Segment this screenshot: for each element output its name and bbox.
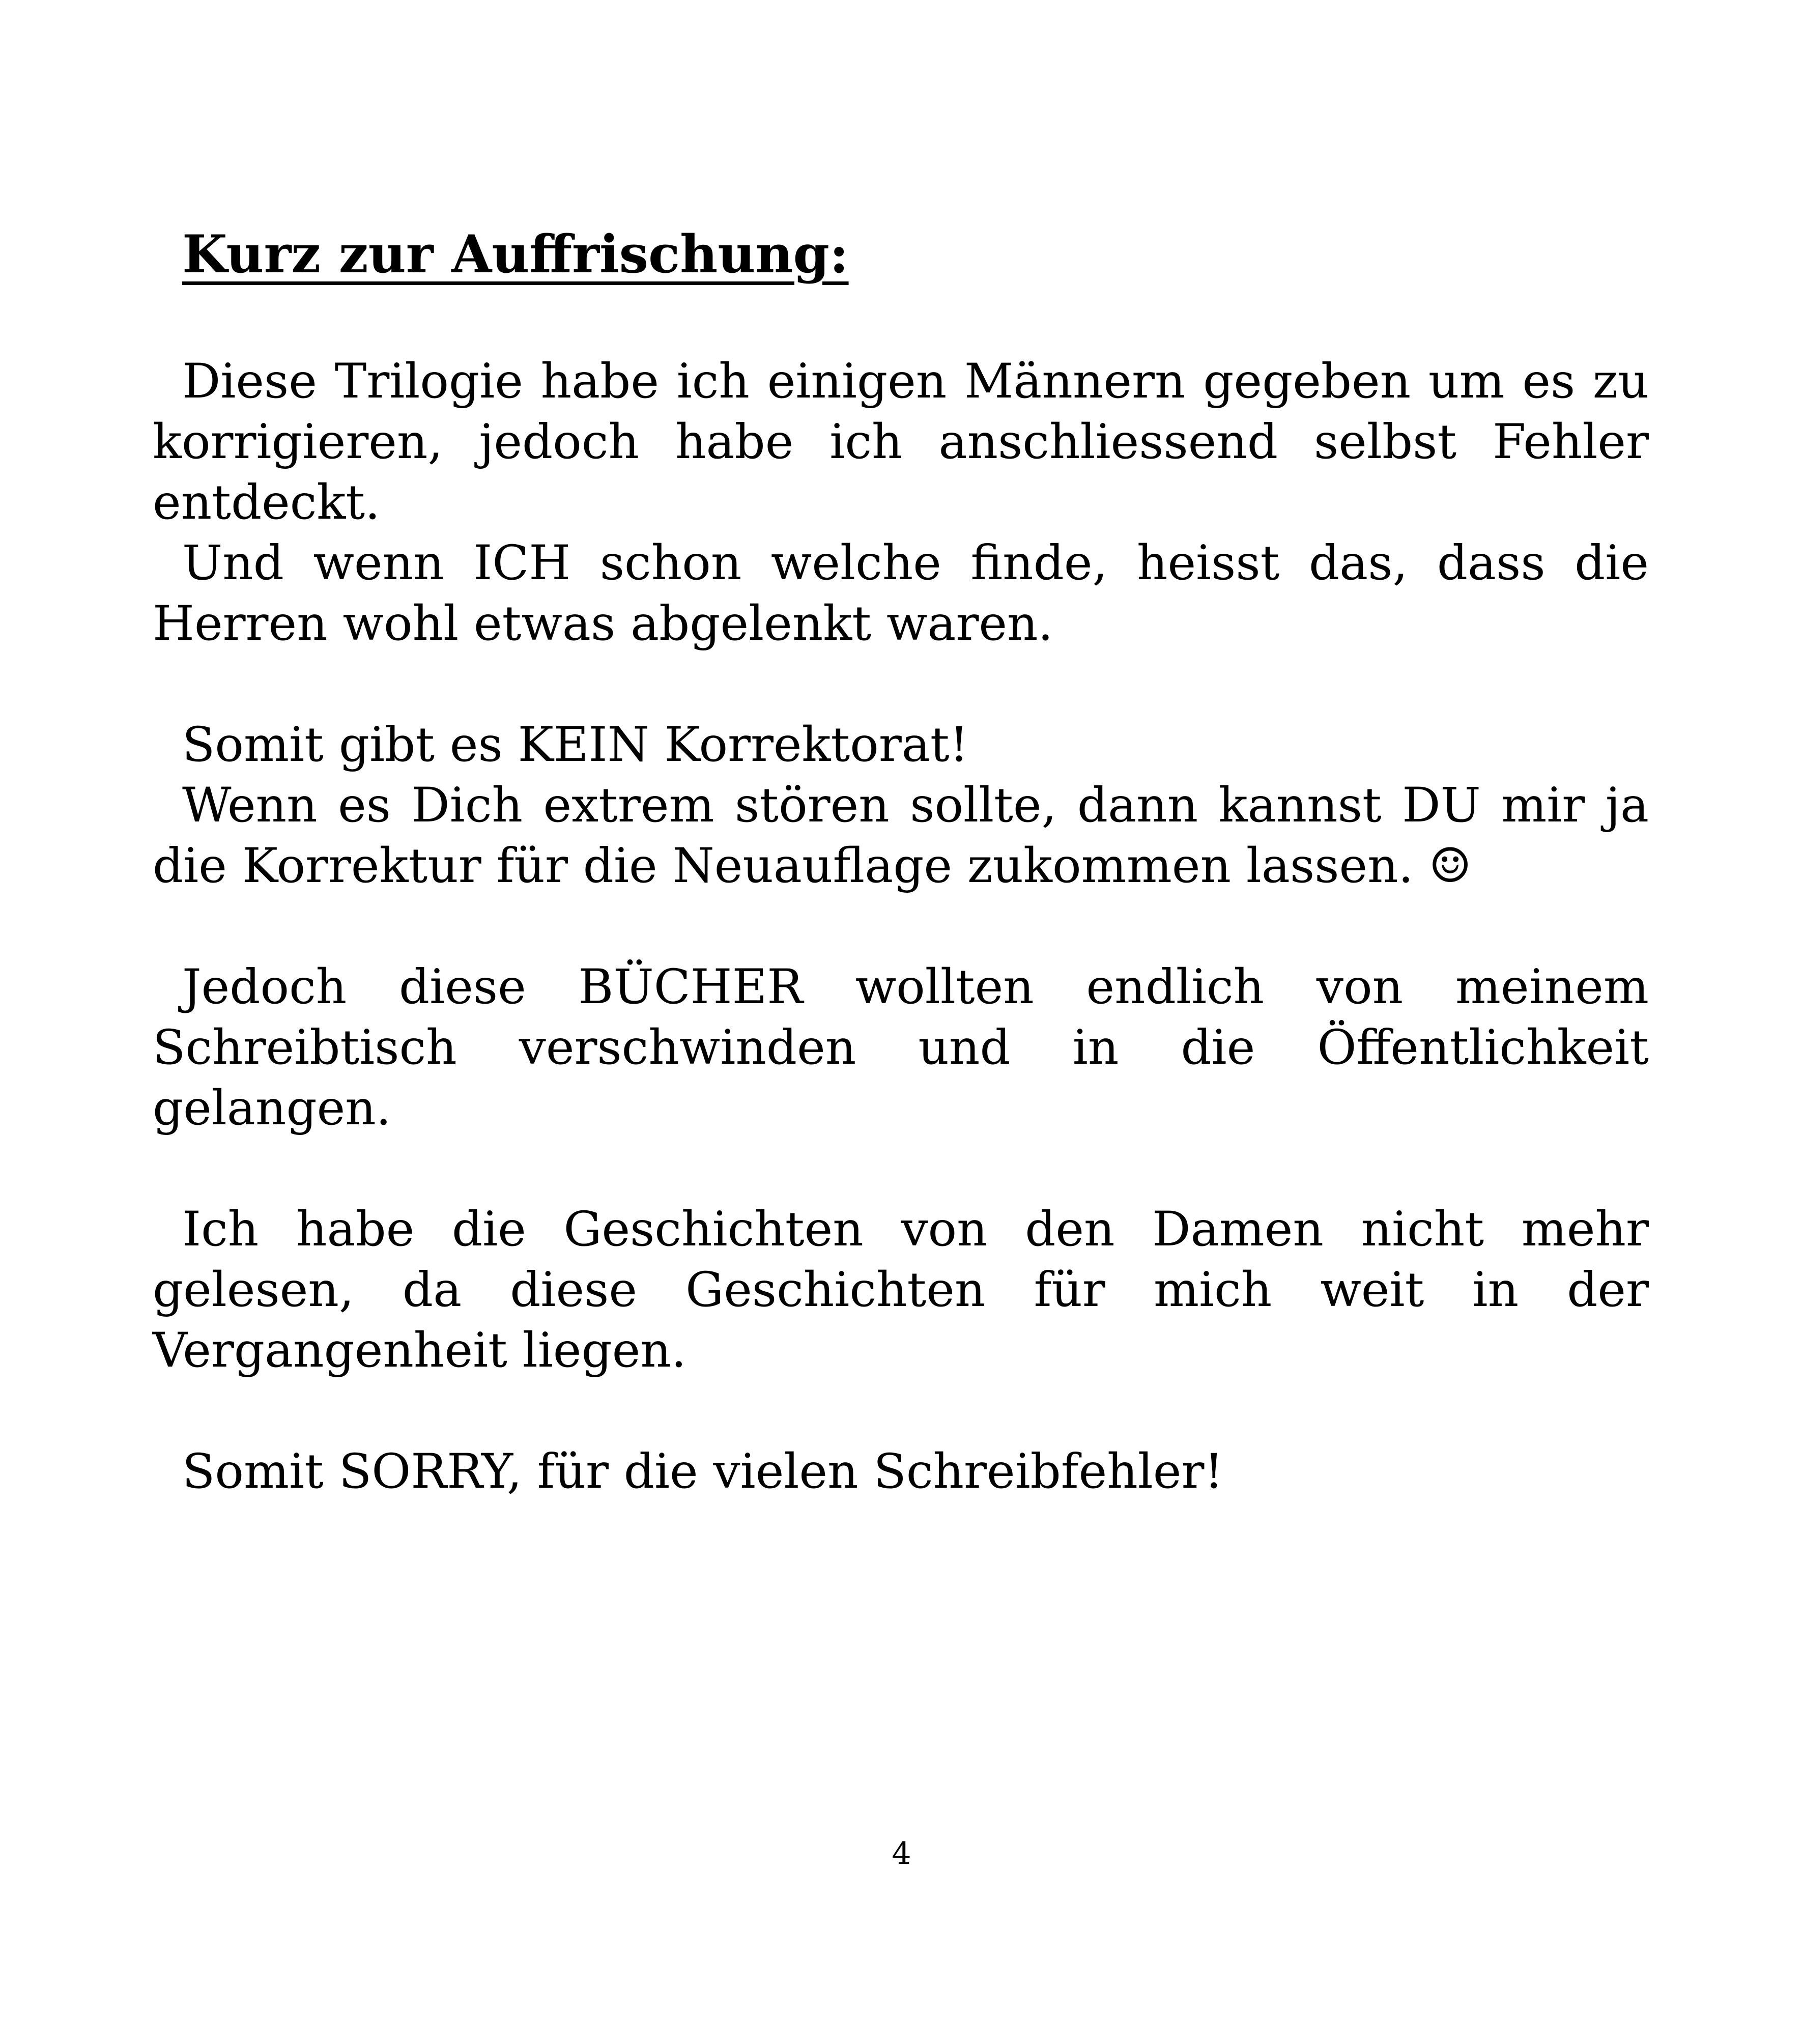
page-heading: Kurz zur Auffrischung: bbox=[182, 224, 849, 285]
page-number: 4 bbox=[892, 1836, 911, 1871]
body-text bbox=[153, 351, 1649, 1502]
paragraph-korrektorat: Somit gibt es KEIN Korrektorat! bbox=[182, 717, 969, 773]
paragraph-geschichten: Ich habe die Geschichten von den Damen nicht mehr gelesen, da diese Geschichten für mich weit in der Vergangenheit liegen. bbox=[153, 1202, 1649, 1378]
paragraph-korrektur: Wenn es Dich extrem stören sollte, dann kannst DU mir ja die Korrektur für die Neuauflage zukommen lassen. ☺ bbox=[153, 778, 1649, 894]
paragraph-buecher: Jedoch diese BÜCHER wollten endlich von meinem Schreibtisch verschwinden und in die Öffentlichkeit gelangen. bbox=[153, 959, 1649, 1136]
paragraph-trilogy: Diese Trilogie habe ich einigen Männern gegeben um es zu korrigieren, jedoch habe ich anschliessend selbst Fehler entdeckt. bbox=[153, 354, 1649, 530]
paragraph-herren: Und wenn ICH schon welche finde, heisst das, dass die Herren wohl etwas abgelenkt waren. bbox=[153, 535, 1649, 651]
paragraph-sorry: Somit SORRY, für die vielen Schreibfehler! bbox=[182, 1444, 1224, 1499]
